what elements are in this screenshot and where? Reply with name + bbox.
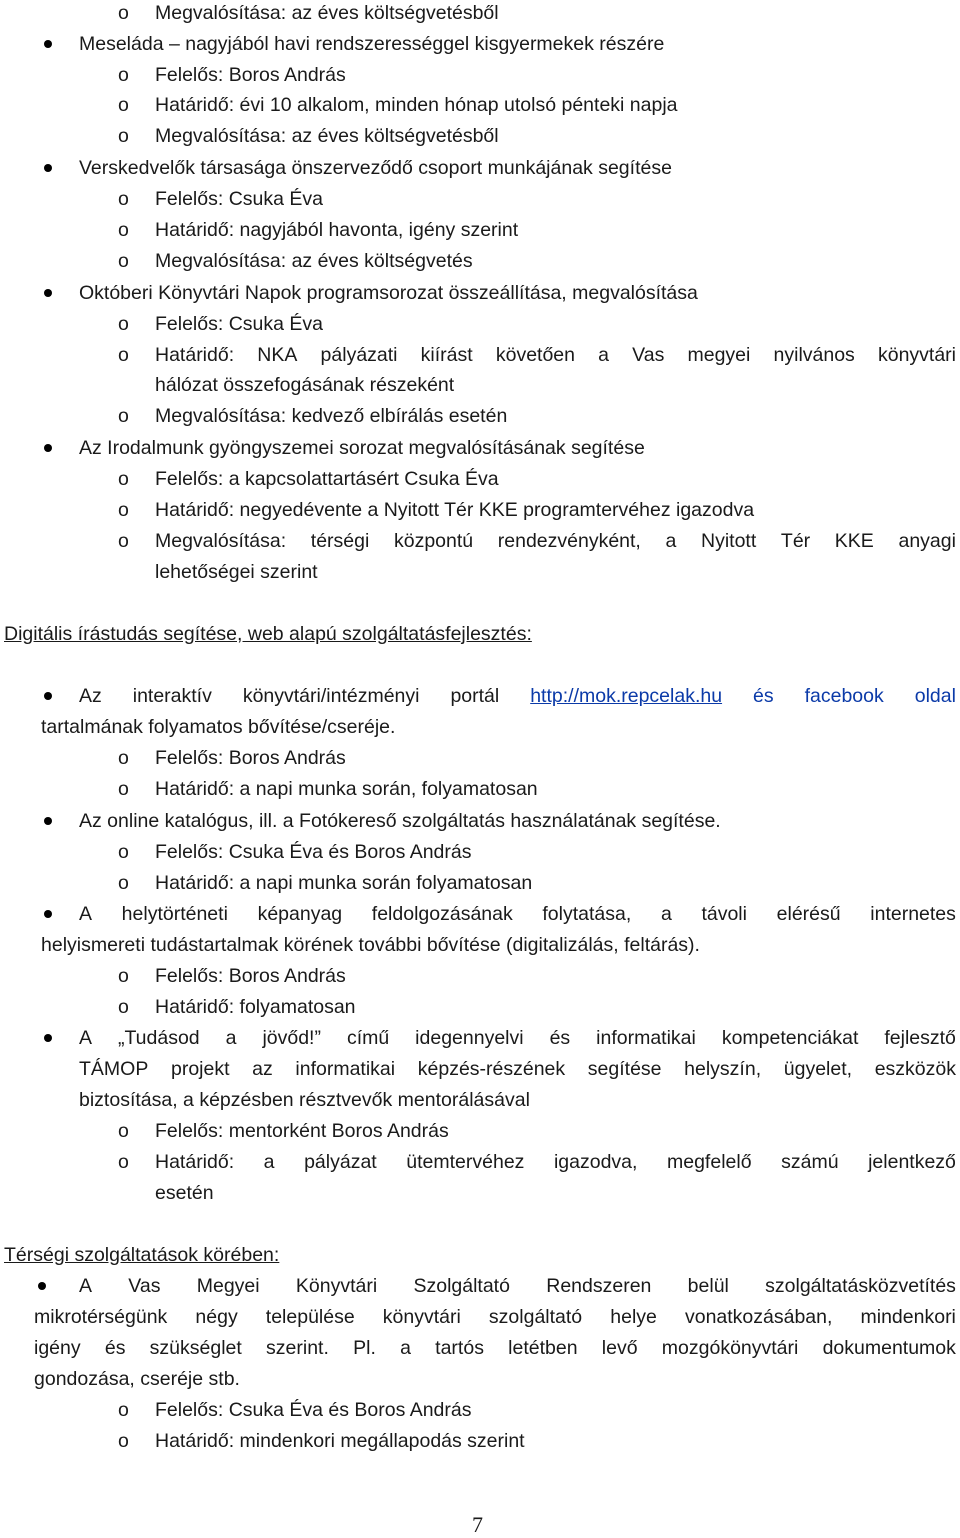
word: Pl. (353, 1337, 376, 1359)
word: helytörténeti (121, 903, 228, 925)
word: A (79, 1275, 93, 1297)
word: Az (79, 685, 102, 707)
sub-item-text: Felelős: Csuka Éva (155, 313, 323, 335)
realization-justified-line (155, 529, 956, 553)
word: belül (687, 1275, 729, 1297)
sub-bullet-marker: o (118, 188, 129, 210)
bullet-text: Meseláda – nagyjából havi rendszerességgel kisgyermekek részére (79, 33, 665, 55)
regional-justified-line-3 (34, 1336, 956, 1360)
sub-item-text: Határidő: a napi munka során, folyamatosan (155, 778, 538, 800)
bullet-icon (44, 444, 52, 452)
word: ügyelet, (783, 1058, 853, 1080)
word: letétben (508, 1337, 578, 1359)
sub-item-text: Határidő: nagyjából havonta, igény szerint (155, 219, 519, 241)
word: Tér (780, 530, 811, 552)
sub-item-text: Felelős: Csuka Éva (155, 188, 323, 210)
word: feldolgozásának (371, 903, 513, 925)
word: megfelelő (667, 1151, 752, 1173)
word: elérésű (776, 903, 841, 925)
word: Megyei (196, 1275, 260, 1297)
sub-bullet-marker: o (118, 405, 129, 427)
word: TÁMOP (79, 1058, 149, 1080)
word: megyei (687, 344, 751, 366)
word: facebook (804, 685, 884, 707)
bullet-icon (44, 1034, 52, 1042)
bullet-icon (44, 692, 52, 700)
sub-item-text: Megvalósítása: az éves költségvetésből (155, 2, 499, 24)
sub-bullet-marker: o (118, 841, 129, 863)
regional-justified-line-1 (79, 1274, 956, 1298)
word: „Tudásod (117, 1027, 200, 1049)
word: Könyvtári (295, 1275, 378, 1297)
word: Rendszeren (546, 1275, 652, 1297)
sub-item-text: Határidő: folyamatosan (155, 996, 356, 1018)
word: A (79, 1027, 93, 1049)
sub-item-text: Felelős: mentorként Boros András (155, 1120, 449, 1142)
sub-bullet-marker: o (118, 747, 129, 769)
sub-item-text: Felelős: Csuka Éva és Boros András (155, 1399, 472, 1421)
sub-bullet-marker: o (118, 1151, 129, 1173)
word: portál (450, 685, 500, 707)
word: jövőd!” (262, 1027, 321, 1049)
word: informatikai (596, 1027, 696, 1049)
sub-bullet-marker: o (118, 965, 129, 987)
regional-justified-line-2 (34, 1305, 956, 1329)
word: a (665, 530, 677, 552)
tamop-deadline-continuation: esetén (155, 1182, 214, 1204)
bullet-icon (44, 40, 52, 48)
section-heading-regional: Térségi szolgáltatások körében: (4, 1244, 280, 1266)
word: képzés-részének (417, 1058, 566, 1080)
word: Megvalósítása: (155, 530, 287, 552)
word: mindenkori (860, 1306, 956, 1328)
regional-continuation: gondozása, cseréje stb. (34, 1368, 240, 1390)
sub-item-text: Határidő: negyedévente a Nyitott Tér KKE programtervéhez igazodva (155, 499, 755, 521)
tamop-justified-line-1 (79, 1026, 956, 1050)
word: a (263, 1151, 275, 1173)
realization-continuation: lehetőségei szerint (155, 561, 318, 583)
sub-bullet-marker: o (118, 1430, 129, 1452)
word: NKA (257, 344, 298, 366)
word: négy (195, 1306, 238, 1328)
sub-item-text: Felelős: Csuka Éva és Boros András (155, 841, 472, 863)
word: szolgáltatásközvetítés (765, 1275, 956, 1297)
sub-item-text: Felelős: a kapcsolattartásért Csuka Éva (155, 468, 499, 490)
word: pályázat (304, 1151, 377, 1173)
sub-item-text: Felelős: Boros András (155, 965, 346, 987)
word: Vas (128, 1275, 161, 1297)
sub-item-text: Megvalósítása: az éves költségvetés (155, 250, 473, 272)
word: igazodva, (553, 1151, 638, 1173)
word: folytatása, (542, 903, 632, 925)
word: könyvtári (382, 1306, 461, 1328)
deadline-continuation: hálózat összefogásának részeként (155, 374, 455, 396)
bullet-text: Októberi Könyvtári Napok programsorozat összeállítása, megvalósítása (79, 282, 698, 304)
sub-bullet-marker: o (118, 2, 129, 24)
sub-item-text: Határidő: a napi munka során folyamatosan (155, 872, 533, 894)
word: kompetenciákat (721, 1027, 859, 1049)
word: jelentkező (868, 1151, 956, 1173)
word: könyvtári/intézményi (242, 685, 420, 707)
word: térségi (310, 530, 370, 552)
word: a (660, 903, 672, 925)
sub-bullet-marker: o (118, 499, 129, 521)
word: a (400, 1337, 411, 1359)
word: rendezvényként, (497, 530, 641, 552)
word: projekt (170, 1058, 230, 1080)
deadline-justified-line (155, 343, 956, 367)
sub-bullet-marker: o (118, 778, 129, 800)
section-heading-digital: Digitális írástudás segítése, web alapú szolgáltatásfejlesztés: (4, 623, 532, 645)
word: eszközök (874, 1058, 956, 1080)
word: tartós (435, 1337, 484, 1359)
sub-item-text: Határidő: mindenkori megállapodás szerint (155, 1430, 525, 1452)
word: központú (393, 530, 474, 552)
word: és (549, 1027, 571, 1049)
word: pályázati (320, 344, 398, 366)
bullet-icon (44, 910, 52, 918)
word: mikrotérségünk (34, 1306, 168, 1328)
word: helyszín, (684, 1058, 762, 1080)
sub-bullet-marker: o (118, 1399, 129, 1421)
sub-bullet-marker: o (118, 125, 129, 147)
portal-justified-line (79, 684, 956, 708)
sub-item-text: Felelős: Boros András (155, 747, 346, 769)
portal-continuation: tartalmának folyamatos bővítése/cseréje. (41, 716, 396, 738)
word: Vas (632, 344, 665, 366)
bullet-icon (44, 289, 52, 297)
portal-link[interactable]: http://mok.repcelak.hu (530, 685, 723, 707)
word: ütemtervéhez (406, 1151, 525, 1173)
word: anyagi (898, 530, 956, 552)
word: Szolgáltató (413, 1275, 510, 1297)
word: és (104, 1337, 126, 1359)
word: Határidő: (155, 1151, 235, 1173)
word: igény (34, 1337, 81, 1359)
sub-bullet-marker: o (118, 872, 129, 894)
word: interaktív (132, 685, 212, 707)
sub-bullet-marker: o (118, 530, 129, 552)
bullet-icon (44, 164, 52, 172)
word: Nyitott (701, 530, 757, 552)
sub-bullet-marker: o (118, 64, 129, 86)
word: levő (601, 1337, 638, 1359)
sub-item-text: Megvalósítása: az éves költségvetésből (155, 125, 499, 147)
bullet-text: Az online katalógus, ill. a Fotókereső szolgáltatás használatának segítése. (79, 810, 721, 832)
word: számú (781, 1151, 839, 1173)
sub-item-text: Felelős: Boros András (155, 64, 346, 86)
word: című (346, 1027, 390, 1049)
sub-bullet-marker: o (118, 468, 129, 490)
page-number: 7 (472, 1512, 483, 1537)
tamop-deadline-justified-line (155, 1150, 956, 1174)
sub-bullet-marker: o (118, 219, 129, 241)
sub-item-text: Határidő: évi 10 alkalom, minden hónap utolsó pénteki napja (155, 94, 678, 116)
word: oldal (914, 685, 956, 707)
tamop-continuation: biztosítása, a képzésben résztvevők mentorálásával (79, 1089, 530, 1111)
word: a (598, 344, 610, 366)
word: vonatkozásában, (684, 1306, 833, 1328)
word: mozgókönyvtári (661, 1337, 799, 1359)
word: települése (265, 1306, 355, 1328)
word: A (79, 903, 93, 925)
local-history-justified-line (79, 902, 956, 926)
bullet-icon (44, 817, 52, 825)
word: fejlesztő (884, 1027, 956, 1049)
word: a (225, 1027, 237, 1049)
word: szükséglet (149, 1337, 242, 1359)
word: nyilvános (773, 344, 855, 366)
sub-bullet-marker: o (118, 344, 129, 366)
sub-bullet-marker: o (118, 94, 129, 116)
word: idegennyelvi (415, 1027, 524, 1049)
word: internetes (870, 903, 956, 925)
word: és (753, 685, 774, 707)
word: informatikai (295, 1058, 396, 1080)
word: távoli (701, 903, 747, 925)
word: képanyag (257, 903, 343, 925)
word: kiírást (420, 344, 473, 366)
word: dokumentumok (822, 1337, 956, 1359)
word: helye (610, 1306, 657, 1328)
word: az (252, 1058, 273, 1080)
word: szerint. (266, 1337, 329, 1359)
sub-bullet-marker: o (118, 996, 129, 1018)
tamop-justified-line-2 (79, 1057, 956, 1081)
bullet-text: Az Irodalmunk gyöngyszemei sorozat megvalósításának segítése (79, 437, 645, 459)
sub-bullet-marker: o (118, 250, 129, 272)
word: könyvtári (877, 344, 956, 366)
word: követően (495, 344, 575, 366)
local-history-continuation: helyismereti tudástartalmak körének további bővítése (digitalizálás, feltárás). (41, 934, 700, 956)
bullet-icon (38, 1282, 46, 1290)
word: segítése (587, 1058, 662, 1080)
word: szolgáltató (488, 1306, 583, 1328)
sub-bullet-marker: o (118, 1120, 129, 1142)
word: KKE (834, 530, 874, 552)
sub-bullet-marker: o (118, 313, 129, 335)
sub-item-text: Megvalósítása: kedvező elbírálás esetén (155, 405, 508, 427)
bullet-text: Verskedvelők társasága önszerveződő csoport munkájának segítése (79, 157, 672, 179)
word: Határidő: (155, 344, 235, 366)
